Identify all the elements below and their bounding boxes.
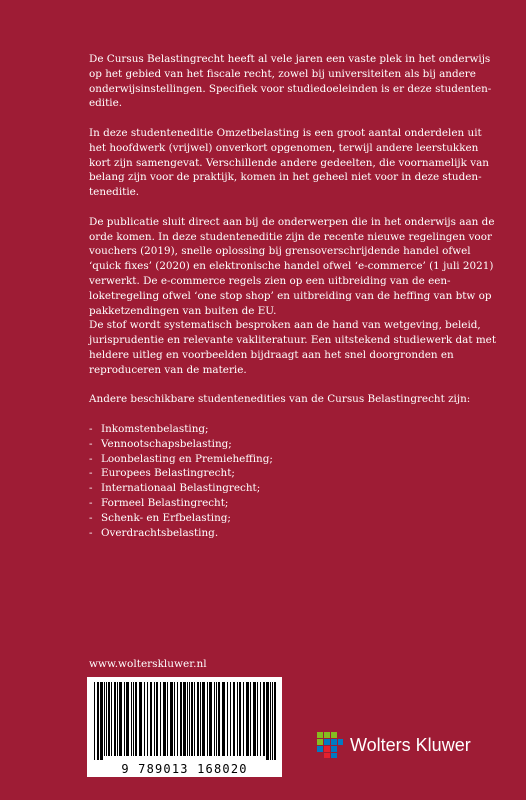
barcode-bar <box>174 682 175 756</box>
paragraph-other-editions: Andere beschikbare studentenedities van de Cursus Belastingrecht zijn: <box>89 393 471 406</box>
barcode-bar <box>94 682 95 760</box>
paragraph-intro: De Cursus Belastingrecht heeft al vele jaren een vaste plek in het onderwijs op het gebied van het fiscale recht, zowel bij universiteiten als bij andere onderwijsinstellingen. Specifiek voor studiedoeleinden is er deze studenten-editie. <box>89 53 492 110</box>
barcode-bar <box>126 682 129 756</box>
barcode-bar <box>135 682 137 756</box>
isbn-barcode <box>87 677 282 777</box>
barcode-bar <box>170 682 173 756</box>
barcode-bar <box>104 682 105 756</box>
barcode-bar <box>139 682 142 756</box>
list-dash: - <box>89 482 93 495</box>
list-item: - Formeel Belastingrecht; <box>89 496 229 509</box>
barcode-bar <box>222 682 225 756</box>
list-item: - Loonbelasting en Premieheffing; <box>89 452 273 465</box>
barcode-bar <box>194 682 195 756</box>
barcode-bar <box>133 682 134 756</box>
barcode-bar <box>270 682 271 760</box>
barcode-bar <box>177 682 178 756</box>
list-item: - Vennootschapsbelasting; <box>89 437 232 450</box>
barcode-bar <box>227 682 228 756</box>
back-cover-text <box>89 52 499 540</box>
list-item: - Overdrachtsbelasting. <box>89 526 219 539</box>
barcode-bar <box>180 682 182 756</box>
barcode-bar <box>144 682 145 756</box>
barcode-bars <box>90 680 279 760</box>
barcode-bar <box>263 682 265 756</box>
barcode-bar <box>119 682 122 756</box>
barcode-bar <box>100 682 103 760</box>
barcode-bar <box>209 682 212 756</box>
barcode-bar <box>154 682 155 756</box>
barcode-number: 9 789013 168020 <box>121 762 248 776</box>
barcode-bar <box>253 682 256 756</box>
barcode-bar <box>117 682 118 756</box>
barcode-bar <box>156 682 158 756</box>
barcode-bar <box>214 682 215 756</box>
barcode-bar <box>266 682 269 760</box>
list-item: - Schenk- en Erfbelasting; <box>89 511 231 524</box>
list-dash: - <box>89 511 93 524</box>
barcode-bar <box>111 682 112 756</box>
barcode-bar <box>124 682 125 756</box>
barcode-bar <box>257 682 258 756</box>
wolters-kluwer-logo-icon <box>316 731 344 759</box>
barcode-bar <box>183 682 186 756</box>
barcode-bar <box>108 682 110 756</box>
barcode-bar <box>230 682 231 756</box>
paragraph-scope: In deze studenteneditie Omzetbelasting is een groot aantal onderdelen uit het hoofdwerk (vrijwel) onverkort opgenomen, terwijl andere leerstukken kort zijn samengevat. Verschillende andere gedeelten, die voornamelijk van belang zijn voor de praktijk, komen in het geheel niet voor in deze studen-teneditie. <box>89 126 489 199</box>
website-url: www.wolterskluwer.nl <box>89 658 207 670</box>
barcode-bar <box>246 682 249 756</box>
barcode-bar <box>150 682 152 756</box>
paragraph-method: De stof wordt systematisch besproken aan de hand van wetgeving, beleid, jurisprudentie en relevante vakliteratuur. Een uitstekend studiewerk dat met heldere uitleg en voorbeelden bijdraagt aan het snel doorgronden en reproduceren van de materie. <box>89 319 496 376</box>
barcode-bar <box>274 682 276 760</box>
list-dash: - <box>89 496 93 509</box>
barcode-bar <box>202 682 205 756</box>
barcode-bar <box>233 682 235 756</box>
barcode-bar <box>250 682 251 756</box>
barcode-bar <box>243 682 244 756</box>
barcode-bar <box>197 682 199 756</box>
barcode-bar <box>191 682 193 756</box>
barcode-bar <box>97 682 99 760</box>
publisher-name: Wolters Kluwer <box>350 734 471 755</box>
barcode-bar <box>106 682 107 756</box>
barcode-bar <box>167 682 168 756</box>
list-dash: - <box>89 452 93 465</box>
barcode-bar <box>237 682 238 756</box>
barcode-bar <box>189 682 190 756</box>
list-item: - Inkomstenbelasting; <box>89 422 209 435</box>
list-item: - Internationaal Belastingrecht; <box>89 482 261 495</box>
list-dash: - <box>89 437 93 450</box>
barcode-bar <box>207 682 208 756</box>
list-item: - Europees Belastingrecht; <box>89 467 235 480</box>
barcode-bar <box>200 682 201 756</box>
barcode-bar <box>160 682 161 756</box>
paragraph-publication: De publicatie sluit direct aan bij de onderwerpen die in het onderwijs aan de orde komen. In deze studenteneditie zijn de recente nieuwe regelingen voor vouchers (2019), snelle oplossing bij grensoverschrijdende handel ofwel ‘quick fixes’ (2020) en elektronische handel ofwel ‘e-commerce’ (1 juli 2021) verwerkt. De e-commerce regels zien op een uitbreiding van de een-loketregeling ofwel ‘one stop shop’ en uitbreiding van de heffing van btw op pakketzendingen van buiten de EU. <box>89 215 495 317</box>
barcode-bar <box>114 682 116 756</box>
barcode-bar <box>147 682 148 756</box>
list-dash: - <box>89 467 93 480</box>
list-dash: - <box>89 526 93 539</box>
barcode-bar <box>272 682 273 760</box>
publisher-brand <box>316 730 471 760</box>
barcode-bar <box>239 682 241 756</box>
barcode-bar <box>187 682 188 756</box>
barcode-bar <box>163 682 166 756</box>
barcode-bar <box>216 682 217 756</box>
barcode-bar <box>131 682 132 756</box>
list-dash: - <box>89 422 93 435</box>
barcode-bar <box>260 682 261 756</box>
barcode-bar <box>218 682 220 756</box>
editions-list <box>89 422 499 540</box>
